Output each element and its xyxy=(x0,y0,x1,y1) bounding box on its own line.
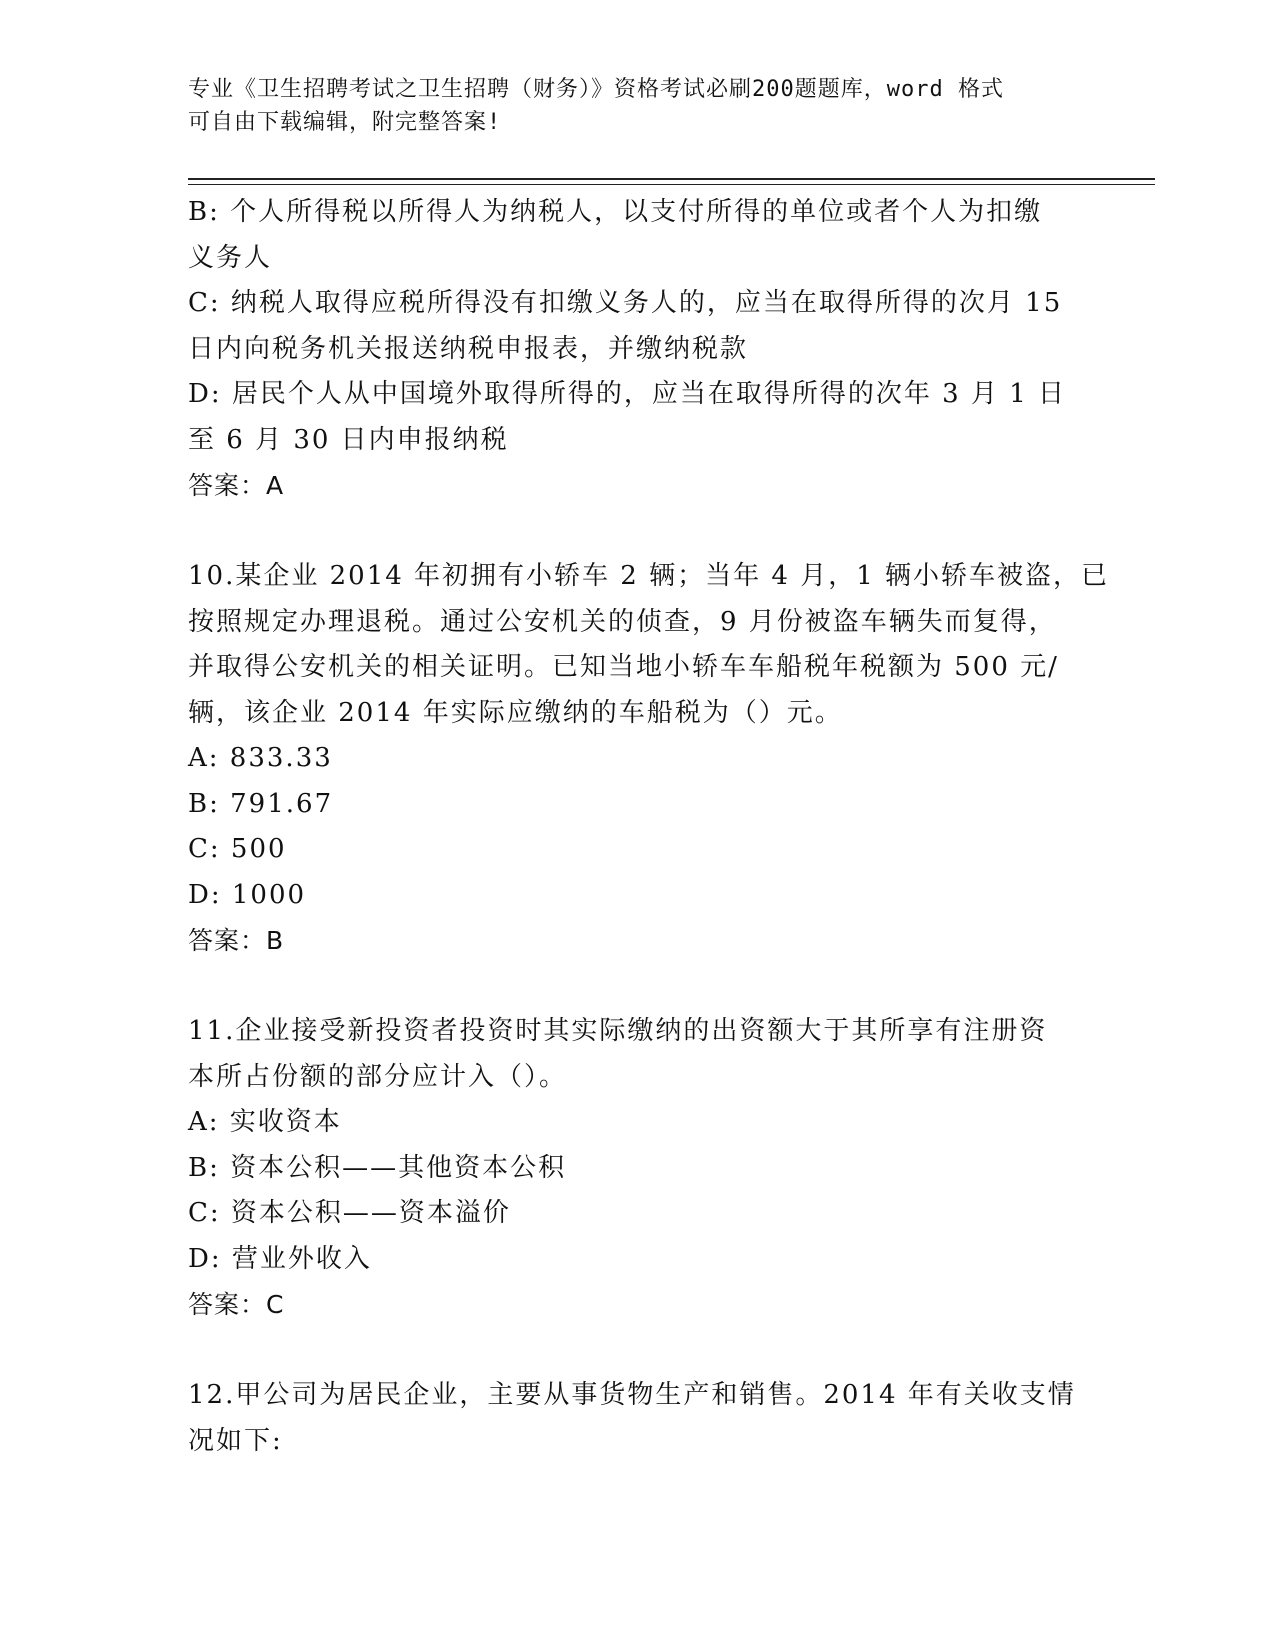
question-spacer xyxy=(188,509,1088,555)
header-title-line-2: 可自由下载编辑，附完整答案! xyxy=(188,110,502,135)
q11-answer: 答案：C xyxy=(188,1290,285,1319)
q10-answer: 答案：B xyxy=(188,926,285,955)
q10-option-a: A: 833.33 xyxy=(188,743,333,773)
q12-stem-line-2: 况如下: xyxy=(188,1425,283,1456)
q11-stem-line-2: 本所占份额的部分应计入（）。 xyxy=(188,1061,568,1092)
q11-option-c: C: 资本公积——资本溢价 xyxy=(188,1198,511,1228)
q9-answer: 答案：A xyxy=(188,471,285,500)
q11-option-a: A: 实收资本 xyxy=(188,1107,342,1137)
document-header xyxy=(188,73,1088,139)
q10-option-c: C: 500 xyxy=(188,834,287,864)
question-11 xyxy=(188,1009,1088,1328)
q9-option-d-line-2: 至 6 月 30 日内申报纳税 xyxy=(188,424,509,455)
question-9-partial xyxy=(188,190,1088,509)
question-12 xyxy=(188,1373,1088,1464)
q9-option-b-line-1: B: 个人所得税以所得人为纳税人，以支付所得的单位或者个人为扣缴 xyxy=(188,197,1043,227)
q9-option-d-line-1: D: 居民个人从中国境外取得所得的，应当在取得所得的次年 3 月 1 日 xyxy=(188,379,1067,409)
q10-stem-line-3: 并取得公安机关的相关证明。已知当地小轿车车船税年税额为 500 元/ xyxy=(188,652,1059,682)
question-spacer xyxy=(188,1328,1088,1374)
q9-option-c-line-1: C: 纳税人取得应税所得没有扣缴义务人的，应当在取得所得的次月 15 xyxy=(188,288,1063,318)
q10-stem-line-1: 10.某企业 2014 年初拥有小轿车 2 辆；当年 4 月，1 辆小轿车被盗，已 xyxy=(188,561,1109,591)
q10-option-d: D: 1000 xyxy=(188,879,307,910)
header-divider-thick xyxy=(188,178,1155,180)
question-10 xyxy=(188,554,1109,964)
header-divider-thin xyxy=(188,184,1155,185)
header-title-line-1: 专业《卫生招聘考试之卫生招聘（财务）》资格考试必刷200题题库，word 格式 xyxy=(188,77,1004,102)
q11-option-b: B: 资本公积——其他资本公积 xyxy=(188,1152,567,1183)
q9-option-b-line-2: 义务人 xyxy=(188,242,273,273)
question-spacer xyxy=(188,964,1088,1010)
q11-option-d: D: 营业外收入 xyxy=(188,1243,372,1274)
q10-stem-line-4: 辆，该企业 2014 年实际应缴纳的车船税为（）元。 xyxy=(188,697,843,728)
q10-stem-line-2: 按照规定办理退税。通过公安机关的侦查，9 月份被盗车辆失而复得， xyxy=(188,606,1057,637)
q10-option-b: B: 791.67 xyxy=(188,788,334,819)
q9-option-c-line-2: 日内向税务机关报送纳税申报表，并缴纳税款 xyxy=(188,333,749,364)
q12-stem-line-1: 12.甲公司为居民企业，主要从事货物生产和销售。2014 年有关收支情 xyxy=(188,1380,1076,1410)
q11-stem-line-1: 11.企业接受新投资者投资时其实际缴纳的出资额大于其所享有注册资 xyxy=(188,1016,1048,1046)
document-body xyxy=(188,190,1109,1464)
